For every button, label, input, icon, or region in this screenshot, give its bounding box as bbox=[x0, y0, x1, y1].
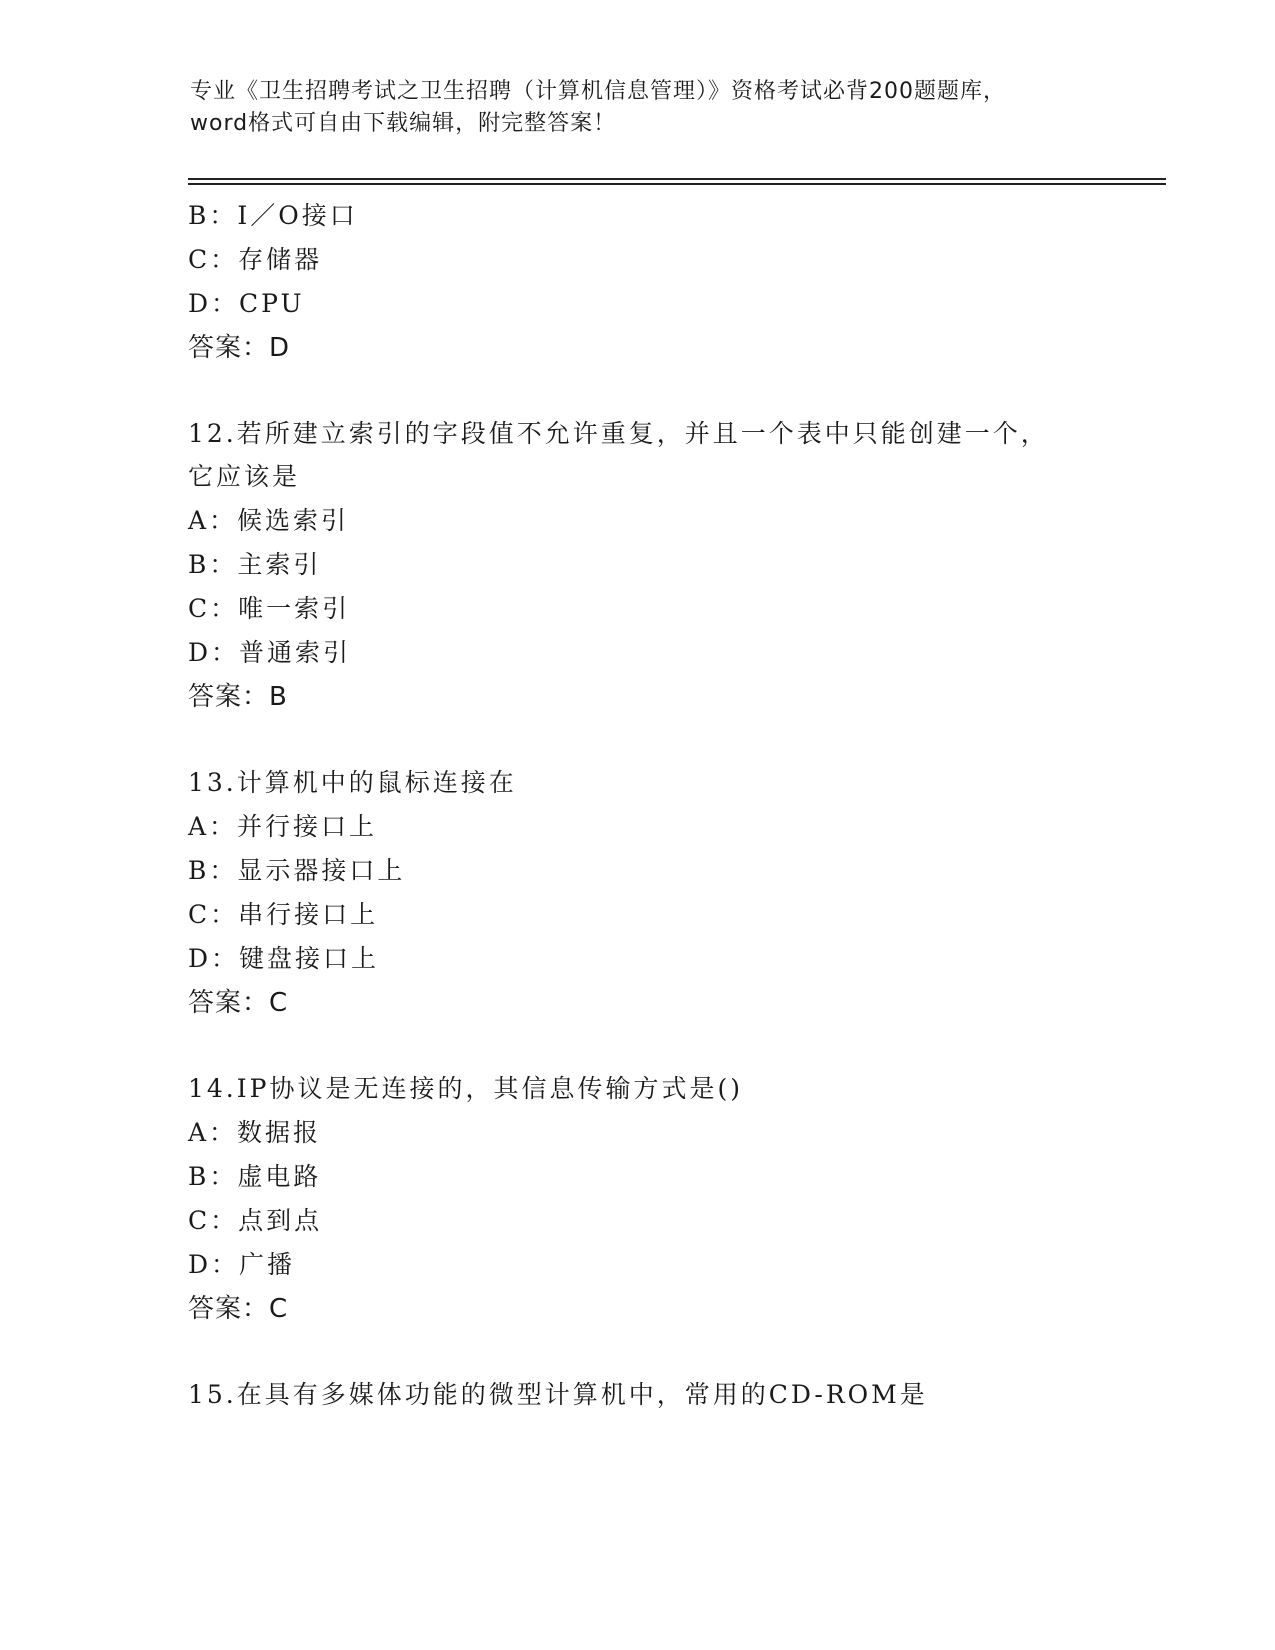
question-stem: 12.若所建立索引的字段值不允许重复，并且一个表中只能创建一个， bbox=[188, 419, 1049, 448]
question-block-13 bbox=[188, 761, 1088, 1025]
header-divider-top bbox=[188, 178, 1166, 180]
option-c: C：串行接口上 bbox=[188, 900, 379, 929]
option-a: A：候选索引 bbox=[188, 506, 350, 535]
option-c: C：唯一索引 bbox=[188, 594, 351, 623]
option-d: D：普通索引 bbox=[188, 638, 352, 667]
header-title-line-2: word格式可自由下载编辑，附完整答案！ bbox=[190, 111, 617, 136]
question-list bbox=[188, 194, 1088, 1417]
question-stem: 13.计算机中的鼠标连接在 bbox=[188, 768, 517, 797]
answer-line: 答案：D bbox=[188, 333, 291, 363]
spacer bbox=[188, 370, 1088, 413]
option-c: C：存储器 bbox=[188, 245, 323, 274]
question-stem-continued: 它应该是 bbox=[188, 462, 301, 491]
option-b: B：主索引 bbox=[188, 550, 322, 579]
option-a: A：并行接口上 bbox=[188, 812, 378, 841]
answer-line: 答案：C bbox=[188, 988, 289, 1018]
question-stem: 15.在具有多媒体功能的微型计算机中，常用的CD-ROM是 bbox=[188, 1380, 928, 1409]
header-divider-bottom bbox=[188, 183, 1166, 185]
option-b: B：虚电路 bbox=[188, 1162, 322, 1191]
header-title-line-1: 专业《卫生招聘考试之卫生招聘（计算机信息管理）》资格考试必背200题题库， bbox=[190, 79, 1006, 104]
spacer bbox=[188, 719, 1088, 761]
question-block-11-continued bbox=[188, 194, 1088, 370]
spacer bbox=[188, 1331, 1088, 1373]
question-block-14 bbox=[188, 1067, 1088, 1331]
option-d: D：键盘接口上 bbox=[188, 944, 380, 973]
question-stem: 14.IP协议是无连接的，其信息传输方式是() bbox=[188, 1074, 743, 1103]
option-d: D：广播 bbox=[188, 1250, 296, 1279]
option-d: D：CPU bbox=[188, 289, 305, 318]
answer-line: 答案：B bbox=[188, 682, 288, 712]
option-a: A：数据报 bbox=[188, 1118, 322, 1147]
spacer bbox=[188, 1025, 1088, 1067]
option-b: B：显示器接口上 bbox=[188, 856, 406, 885]
question-block-15 bbox=[188, 1373, 1088, 1417]
answer-line: 答案：C bbox=[188, 1294, 289, 1324]
option-c: C：点到点 bbox=[188, 1206, 323, 1235]
question-block-12 bbox=[188, 413, 1088, 719]
option-b: B：I／O接口 bbox=[188, 201, 358, 230]
document-header bbox=[190, 76, 1090, 140]
